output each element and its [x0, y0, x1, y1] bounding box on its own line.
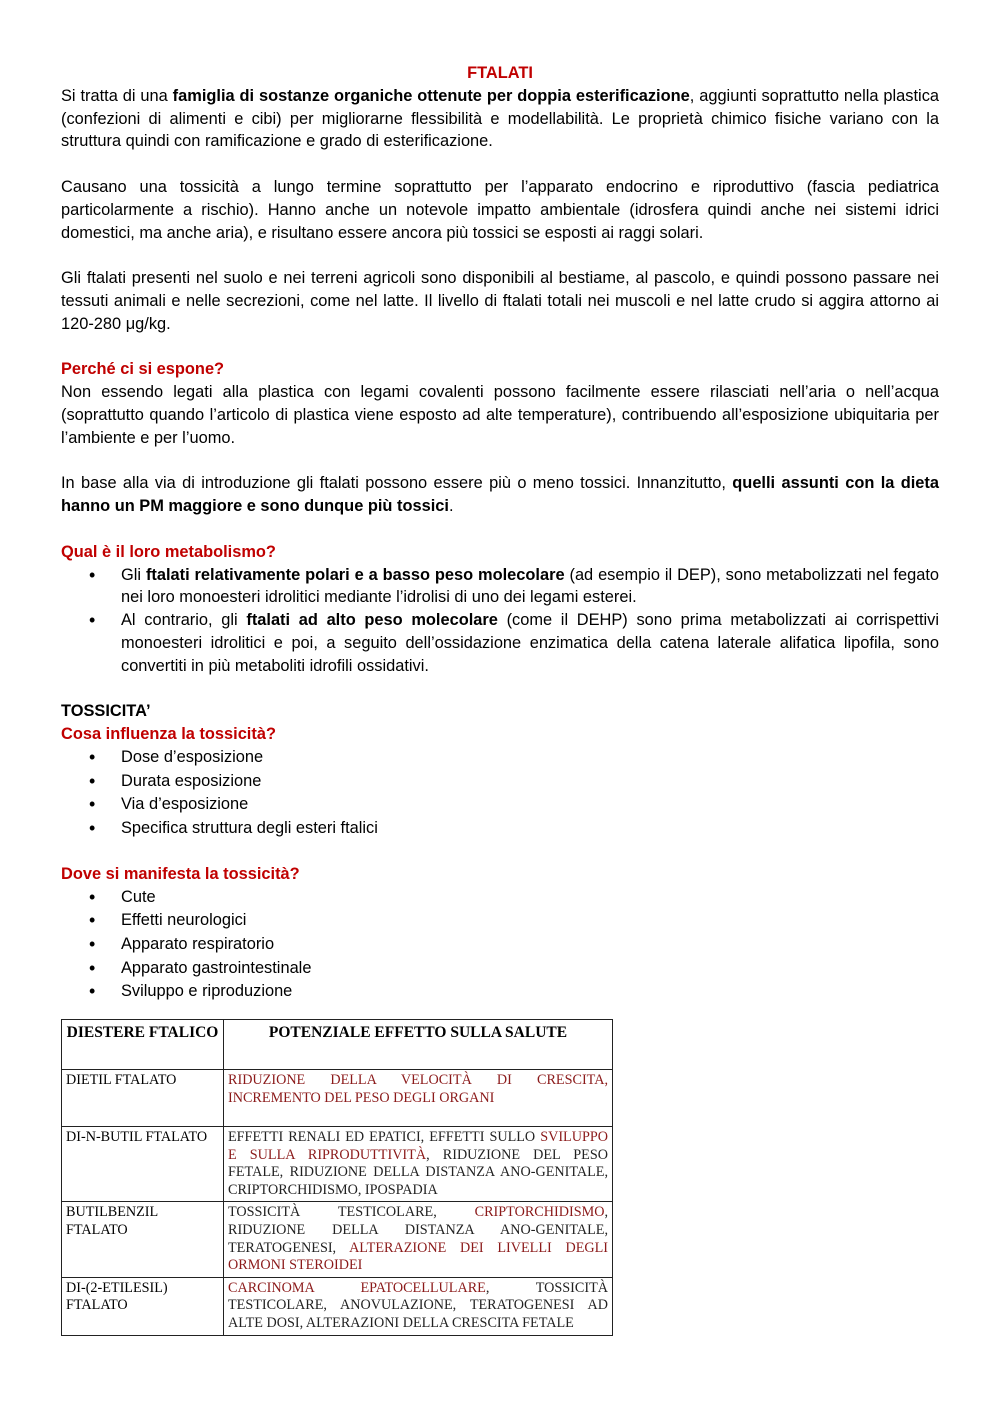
bold-text: ftalati ad alto peso molecolare: [246, 611, 498, 630]
list-item: • Specifica struttura degli esteri ftalici: [61, 817, 939, 841]
highlighted-text: SVILUPPO E SULLA RIPRODUTTIVITÀ: [228, 1129, 608, 1163]
column-header-effect: POTENZIALE EFFETTO SULLA SALUTE: [224, 1020, 613, 1070]
text-span: , TOSSICITÀ TESTICOLARE, ANOVULAZIONE, TERATOGENESI AD ALTE DOSI, ALTERAZIONI DELLA CRESCITA FETALE: [228, 1279, 608, 1331]
list-item: • Effetti neurologici: [61, 909, 939, 933]
health-effect: [224, 1202, 613, 1277]
text-span: , aggiunti soprattutto nella plastica (confezioni di alimenti e cibi) per migliorarne flessibilità e modellabilità. Le proprietà chimico fisiche variano con la struttura quindi con ramificazione e grado di esterificazione.: [61, 86, 940, 151]
bold-text: famiglia di sostanze organiche ottenute per doppia esterificazione: [172, 86, 690, 105]
exposure-heading: Perché ci si espone?: [61, 360, 225, 379]
highlighted-text: RIDUZIONE DELLA VELOCITÀ DI CRESCITA, INCREMENTO DEL PESO DEGLI ORGANI: [228, 1072, 608, 1106]
diester-name: BUTILBENZIL FTALATO: [62, 1202, 224, 1277]
highlighted-text: CARCINOMA EPATOCELLULARE: [228, 1279, 486, 1296]
document-title: FTALATI: [467, 64, 533, 82]
text-span: , RIDUZIONE DELLA DISTANZA ANO-GENITALE, TERATOGENESI,: [228, 1204, 608, 1256]
exposure-paragraph-1: Non essendo legati alla plastica con legami covalenti possono facilmente essere rilasciati nell’aria o nell’acqua (soprattutto quando l’articolo di plastica viene esposto ad alte temperature), contribuendo all’esposizione ubiquitaria per l’ambiente e per l’uomo.: [61, 383, 939, 447]
health-effect: [224, 1277, 613, 1335]
text-span: EFFETTI RENALI ED EPATICI, EFFETTI SULLO: [228, 1129, 541, 1145]
exposure-paragraph-2: [61, 472, 939, 518]
list-item: • Apparato gastrointestinale: [61, 957, 939, 981]
metabolism-list: [61, 564, 939, 678]
list-item: • Via d’esposizione: [61, 793, 939, 817]
diester-name: DIETIL FTALATO: [62, 1070, 224, 1127]
list-item: • Dose d’esposizione: [61, 746, 939, 770]
influence-list: [61, 746, 939, 840]
metabolism-heading: Qual è il loro metabolismo?: [61, 542, 276, 561]
table-row: [62, 1127, 613, 1202]
highlighted-text: ALTERAZIONE DEI LIVELLI DEGLI ORMONI STEROIDEI: [228, 1239, 608, 1274]
health-effects-table-wrapper: [61, 1019, 613, 1336]
highlighted-text: CRIPTORCHIDISMO: [474, 1204, 605, 1221]
intro-paragraph-2: Causano una tossicità a lungo termine soprattutto per l’apparato endocrino e riproduttivo (fascia pediatrica particolarmente a rischio). Hanno anche un notevole impatto ambientale (idrosfera quindi anche nei sistemi idrici domestici, ma anche aria), e risultano essere ancora più tossici se esposti ai raggi solari.: [61, 177, 939, 242]
bold-text: ftalati relativamente polari e a basso peso molecolare: [145, 565, 565, 584]
text-span: (come il DEHP) sono prima metabolizzati ai corrispettivi monoesteri idrolitici e poi, a seguito dell’ossidazione enzimatica della catena laterale alifatica lipofila, sono convertiti in più metaboliti idrofili ossidativi.: [121, 611, 940, 675]
intro-paragraph-3: Gli ftalati presenti nel suolo e nei terreni agricoli sono disponibili al bestiame, al pascolo, e quindi possono passare nei tessuti animali e nelle secrezioni, come nel latte. Il livello di ftalati totali nei muscoli e nel latte crudo si aggira attorno ai 120-280 μg/kg.: [61, 269, 939, 333]
list-item: [61, 609, 939, 677]
text-span: , RIDUZIONE DEL PESO FETALE, RIDUZIONE DELLA DISTANZA ANO-GENITALE, CRIPTORCHIDISMO, IPOSPADIA: [228, 1146, 608, 1198]
text-span: (ad esempio il DEP), sono metabolizzati nel fegato nei loro monoesteri idrolitici mediante l’idrolisi di uno dei legami esterei.: [121, 565, 939, 607]
where-list: [61, 886, 939, 1004]
table-row: [62, 1070, 613, 1127]
diester-name: DI-N-BUTIL FTALATO: [62, 1127, 224, 1202]
bold-text: quelli assunti con la dieta hanno un PM maggiore e sono dunque più tossici: [61, 474, 939, 516]
table-header-row: [62, 1020, 613, 1070]
text-span: In base alla via di introduzione gli ftalati possono essere più o meno tossici. Innanzitutto,: [61, 474, 733, 493]
document-body: [61, 62, 939, 1004]
column-header-diester: DIESTERE FTALICO: [62, 1020, 224, 1070]
health-effect: [224, 1070, 613, 1127]
text-span: Si tratta di una: [61, 86, 173, 105]
health-effect: [224, 1127, 613, 1202]
intro-paragraph-1: [61, 85, 939, 153]
table-row: [62, 1277, 613, 1335]
table-row: [62, 1202, 613, 1277]
list-item: • Sviluppo e riproduzione: [61, 980, 939, 1004]
diester-name: DI-(2-ETILESIL) FTALATO: [62, 1277, 224, 1335]
list-item: • Apparato respiratorio: [61, 933, 939, 957]
text-span: Al contrario, gli: [121, 611, 247, 630]
list-item: • Cute: [61, 886, 939, 910]
toxicity-where-heading: Dove si manifesta la tossicità?: [61, 865, 300, 884]
text-span: Gli: [121, 565, 146, 584]
toxicity-heading: TOSSICITA’: [61, 702, 151, 721]
text-span: .: [448, 497, 454, 516]
list-item: [61, 564, 939, 610]
text-span: TOSSICITÀ TESTICOLARE,: [228, 1204, 475, 1221]
health-effects-table: [61, 1019, 613, 1336]
toxicity-influence-heading: Cosa influenza la tossicità?: [61, 725, 276, 744]
list-item: • Durata esposizione: [61, 770, 939, 794]
